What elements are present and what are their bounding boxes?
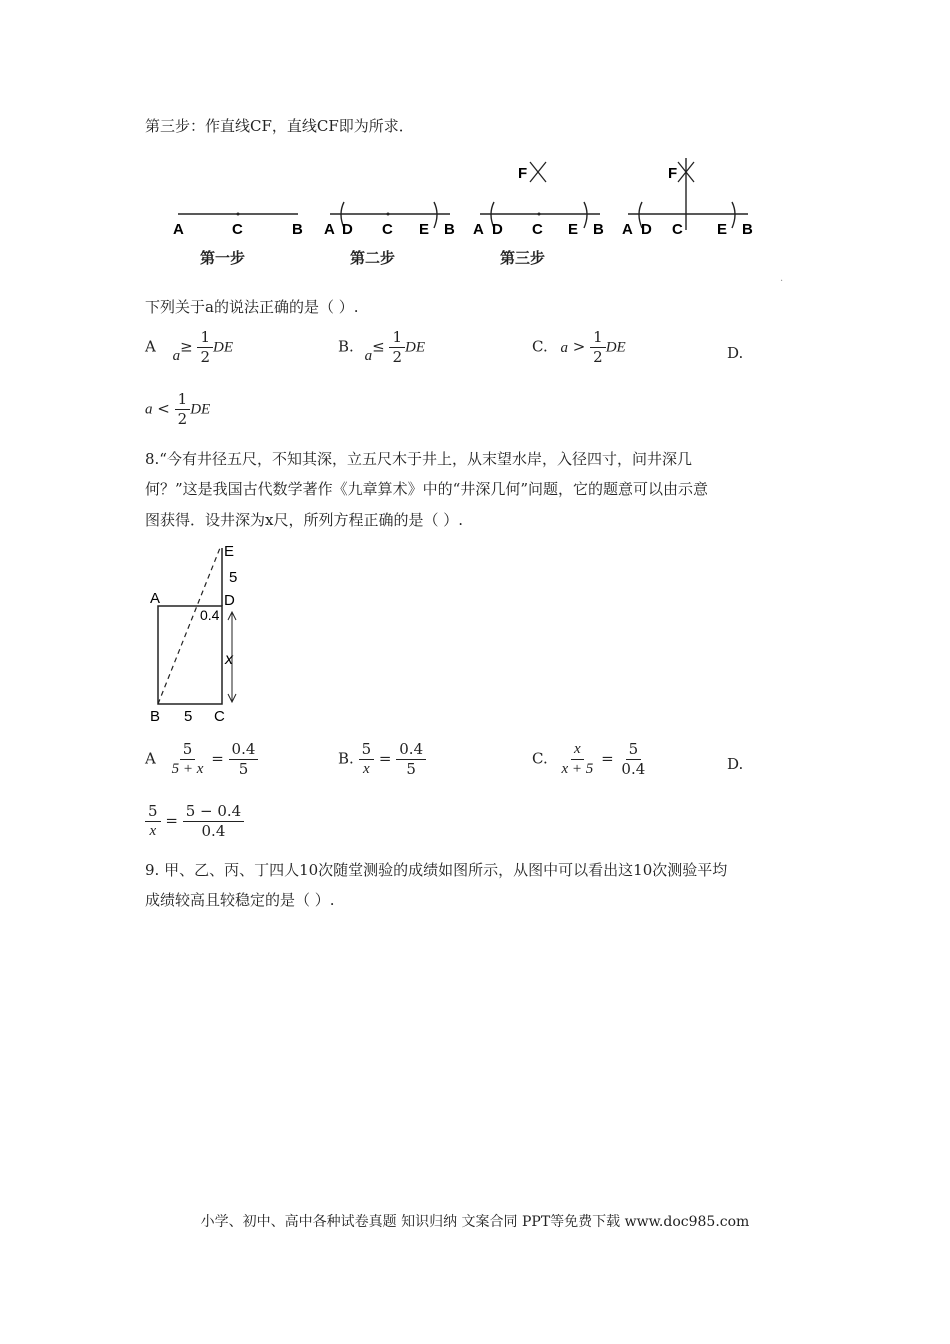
label-D4: D	[641, 221, 652, 238]
q7-option-b-letter: B.	[338, 337, 354, 356]
q8-option-b-lden: x	[363, 761, 370, 777]
step-labels	[200, 247, 760, 267]
label-C3: C	[532, 221, 543, 238]
q7-option-b[interactable]	[338, 328, 425, 367]
q8-option-a-lden: 5 + x	[171, 761, 204, 777]
q8-line2: 何？”这是我国古代数学著作《九章算术》中的“井深几何”问题，它的题意可以由示意	[145, 480, 709, 498]
q7-option-c-fraction	[590, 328, 606, 367]
q7-option-a-fraction	[197, 328, 213, 367]
label-A4: A	[622, 221, 633, 238]
label-x: x	[225, 651, 233, 668]
q7-option-c-rel: >	[572, 337, 586, 356]
q7-option-b-den: 2	[392, 348, 402, 366]
label-B1: B	[292, 221, 303, 238]
label-A3: A	[473, 221, 484, 238]
q7-option-c[interactable]	[532, 328, 626, 367]
label-B-well: B	[150, 708, 161, 725]
mark-dot: ·	[780, 276, 784, 287]
label-C-well: C	[214, 708, 225, 725]
label-D3: D	[492, 221, 503, 238]
label-A-well: A	[150, 590, 161, 607]
q8-option-c-letter: C.	[532, 749, 548, 768]
q7-option-d[interactable]	[145, 390, 210, 429]
q8-option-b-left	[359, 740, 375, 779]
q7-stem: 下列关于a的说法正确的是（ ）.	[145, 298, 359, 316]
label-ED: 5	[229, 569, 238, 586]
label-BC: 5	[184, 708, 193, 725]
q7-option-c-letter: C.	[532, 337, 548, 356]
q7-option-d-var: a	[145, 401, 153, 418]
q7-option-d-tail: DE	[190, 401, 211, 418]
q7-option-a-den: 2	[200, 348, 211, 366]
label-C4: C	[672, 221, 683, 238]
q7-option-d-num: 1	[175, 390, 191, 410]
q8-option-c-lnum: x	[571, 740, 584, 760]
q7-option-a-num: 1	[197, 328, 213, 348]
q7-option-d-den: 2	[177, 410, 188, 428]
q8-option-a-lnum: 5	[180, 740, 196, 760]
q7-option-c-var: a	[560, 339, 568, 356]
q9-line2: 成绩较高且较稳定的是（ ）.	[145, 891, 335, 909]
q7-option-d-fraction	[175, 390, 191, 429]
label-E3: E	[568, 221, 579, 238]
label-D-well: D	[224, 592, 235, 609]
q8-option-c-right	[618, 740, 648, 779]
label-A2: A	[324, 221, 335, 238]
q7-option-b-tail: DE	[404, 339, 425, 356]
q8-option-b-letter: B.	[338, 749, 354, 768]
q8-option-b-rden: 5	[406, 760, 416, 778]
q8-option-d-letter[interactable]: D.	[727, 755, 744, 773]
label-E4: E	[717, 221, 728, 238]
q8-option-b-rnum: 0.4	[396, 740, 426, 760]
step-label-1: 第一步	[200, 249, 246, 267]
q8-option-a-rnum: 0.4	[229, 740, 259, 760]
q8-option-d-rden: 0.4	[201, 822, 226, 840]
label-B3: B	[593, 221, 604, 238]
label-F3: F	[518, 165, 528, 182]
q8-line1: 8.“今有井径五尺，不知其深，立五尺木于井上，从末望水岸，入径四寸，问井深几	[145, 450, 692, 468]
q8-option-c[interactable]: C. $\frac{x}{x + 5}$ = $\frac{5}{0.4}$	[532, 740, 648, 779]
q7-option-d-rel: <	[157, 399, 170, 418]
q8-option-c-lden: x + 5	[561, 761, 594, 777]
q8-option-c-rden: 0.4	[621, 760, 646, 778]
q7-option-c-num: 1	[590, 328, 606, 348]
step-label-2: 第二步	[350, 249, 396, 267]
label-E2: E	[419, 221, 430, 238]
q7-option-a[interactable]	[145, 328, 233, 367]
label-AD: 0.4	[200, 607, 220, 623]
q7-option-b-num: 1	[389, 328, 405, 348]
q7-option-b-var: a	[364, 347, 373, 364]
q8-option-a-rden: 5	[238, 760, 249, 778]
q8-option-d-rnum: 5 − 0.4	[183, 802, 245, 822]
q8-option-d[interactable]: $\frac{5}{x}$ = $\frac{5 - 0.4}{0.4}$	[145, 802, 244, 841]
step-label-3: 第三步	[500, 249, 546, 267]
step3-text: 第三步：作直线CF，直线CF即为所求．	[145, 117, 414, 135]
label-D2: D	[342, 221, 353, 238]
q8-option-a-letter: A	[145, 749, 156, 768]
footer-text: 小学、初中、高中各种试卷真题 知识归纳 文案合同 PPT等免费下载 www.doc985.com	[200, 1214, 750, 1230]
q7-option-c-tail: DE	[605, 339, 626, 356]
q7-option-a-tail: DE	[213, 339, 234, 356]
q8-line3: 图获得．设井深为x尺，所列方程正确的是（ ）.	[145, 511, 463, 529]
q8-option-d-lden: x	[149, 823, 157, 839]
label-E-well: E	[224, 543, 235, 560]
q7-option-b-fraction	[389, 328, 405, 367]
q8-option-d-right	[183, 802, 245, 841]
label-A1: A	[173, 221, 184, 238]
label-F4: F	[668, 165, 678, 182]
q8-option-d-lnum: 5	[145, 802, 161, 822]
q8-option-a[interactable]: A $\frac{5}{5 + x}$ = $\frac{0.4}{5}$	[145, 740, 258, 779]
q7-option-a-letter: A	[145, 337, 156, 356]
q8-option-c-rnum: 5	[626, 740, 642, 760]
label-C2: C	[382, 221, 393, 238]
label-B2: B	[444, 221, 455, 238]
q7-option-b-rel: ≤	[372, 337, 385, 356]
q8-option-d-left	[145, 802, 161, 841]
well-diagram	[140, 538, 260, 730]
q8-option-a-left	[169, 740, 207, 779]
q8-option-a-right	[229, 740, 259, 779]
label-B4: B	[742, 221, 753, 238]
label-C1: C	[232, 221, 243, 238]
q7-option-a-var: a	[172, 347, 181, 364]
q7-option-a-rel: ≥	[180, 337, 193, 356]
q8-option-b-right	[396, 740, 426, 779]
q7-option-c-den: 2	[593, 348, 603, 366]
q8-option-b-lnum: 5	[359, 740, 375, 760]
q8-option-c-left	[559, 740, 597, 779]
q7-option-d-letter[interactable]: D.	[727, 344, 744, 362]
q8-option-b[interactable]: B. $\frac{5}{x}$ = $\frac{0.4}{5}$	[338, 740, 426, 779]
q9-line1: 9. 甲、乙、丙、丁四人10次随堂测验的成绩如图所示，从图中可以看出这10次测验平均	[145, 861, 728, 879]
